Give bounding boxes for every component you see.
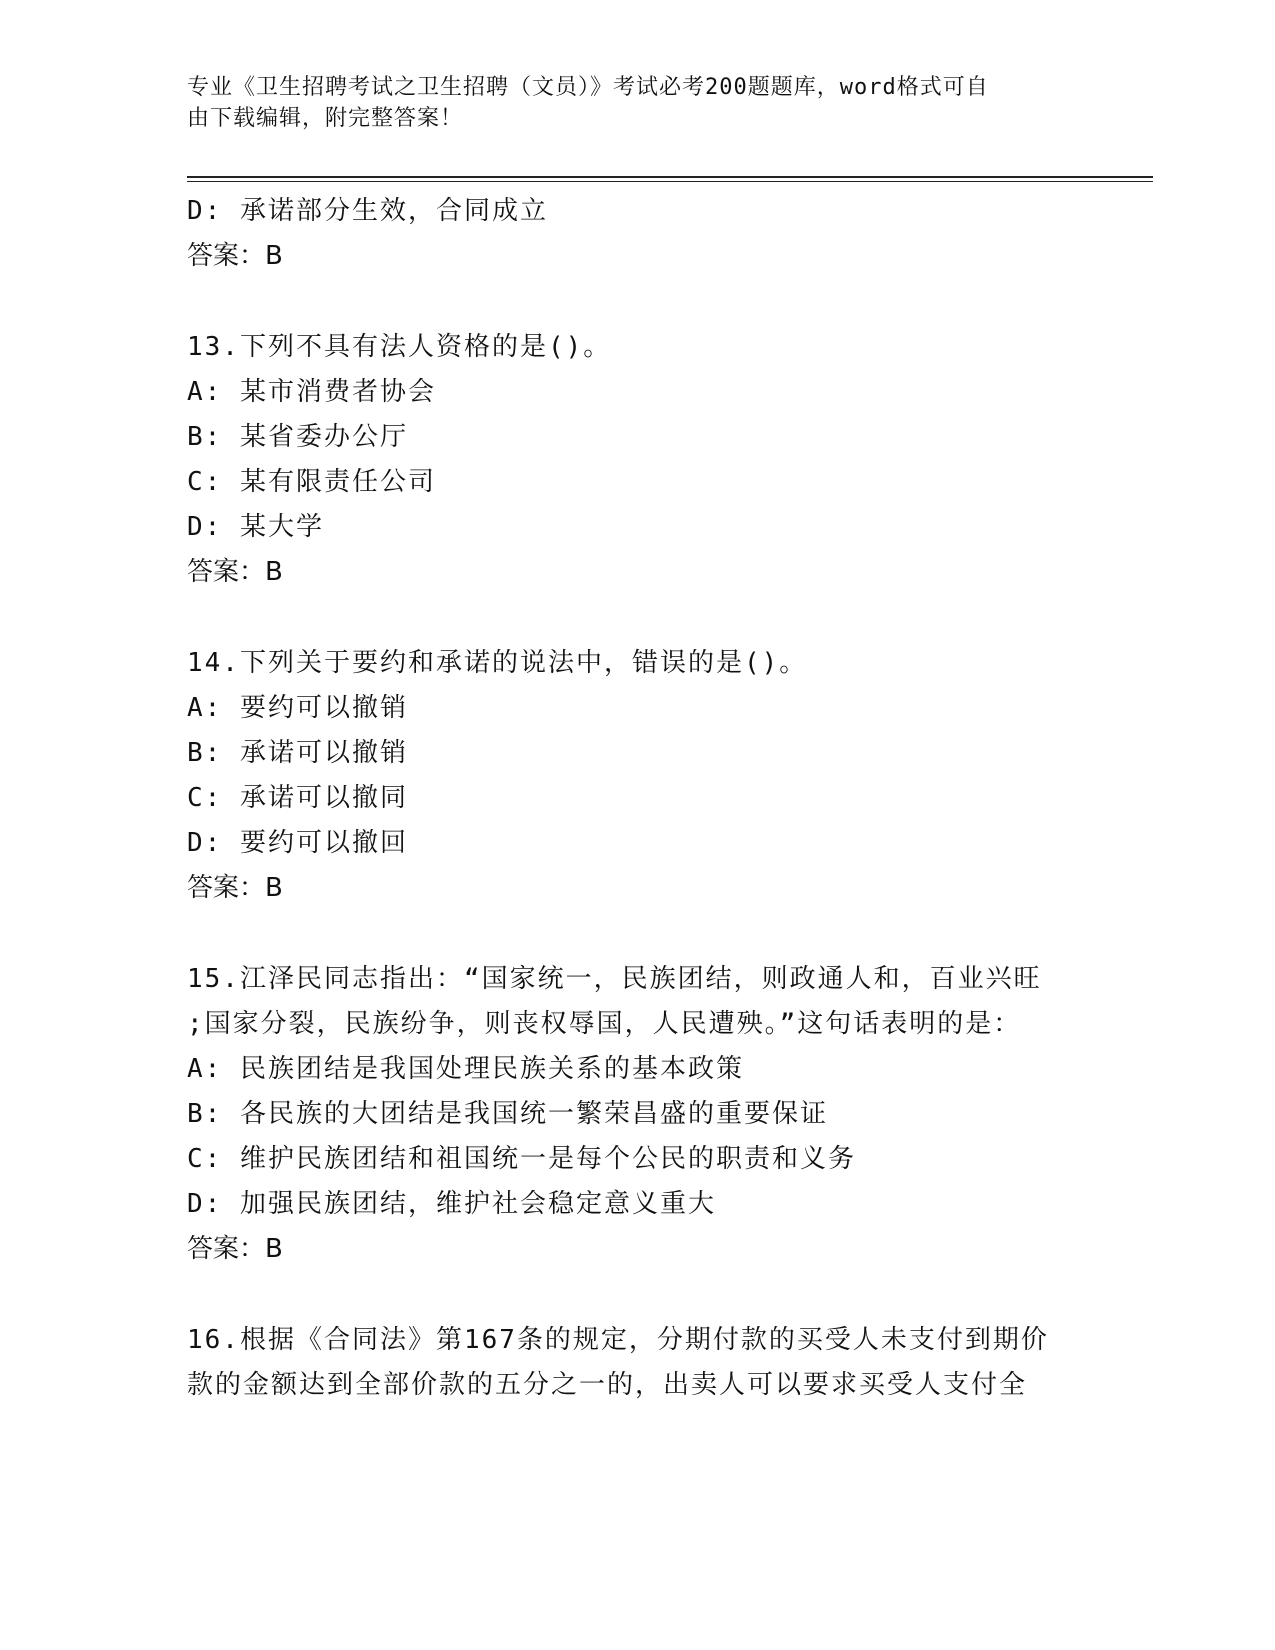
option-line: A: 要约可以撤销 <box>187 693 408 723</box>
option-line: D: 某大学 <box>187 512 324 542</box>
option-line: D: 要约可以撤回 <box>187 828 408 858</box>
option-line: B: 某省委办公厅 <box>187 422 408 452</box>
question-block <box>187 641 1087 911</box>
answer-line: 答案：B <box>187 1234 283 1264</box>
option-line: A: 民族团结是我国处理民族关系的基本政策 <box>187 1054 744 1084</box>
question-stem: 15.江泽民同志指出：“国家统一，民族团结，则政通人和，百业兴旺 <box>187 964 1042 994</box>
option-line: B: 承诺可以撤销 <box>187 738 408 768</box>
document-header <box>187 72 1067 134</box>
header-divider <box>187 176 1153 182</box>
answer-line: 答案：B <box>187 557 283 587</box>
option-line: B: 各民族的大团结是我国统一繁荣昌盛的重要保证 <box>187 1099 828 1129</box>
question-stem: 16.根据《合同法》第167条的规定，分期付款的买受人未支付到期价 <box>187 1325 1049 1355</box>
option-line: C: 某有限责任公司 <box>187 467 436 497</box>
question-block <box>187 1318 1087 1408</box>
question-list <box>187 189 1087 1408</box>
question-block <box>187 189 1087 279</box>
header-line-1: 专业《卫生招聘考试之卫生招聘（文员）》考试必考200题题库，word格式可自 <box>187 75 989 100</box>
option-line: C: 维护民族团结和祖国统一是每个公民的职责和义务 <box>187 1144 856 1174</box>
question-block <box>187 957 1087 1272</box>
option-line: A: 某市消费者协会 <box>187 377 436 407</box>
question-block <box>187 325 1087 595</box>
question-stem: ;国家分裂，民族纷争，则丧权辱国，人民遭殃。”这句话表明的是： <box>187 1009 1022 1039</box>
option-line: C: 承诺可以撤同 <box>187 783 408 813</box>
question-stem: 14.下列关于要约和承诺的说法中，错误的是()。 <box>187 648 808 678</box>
header-line-2: 由下载编辑，附完整答案！ <box>187 106 464 131</box>
option-line: D: 承诺部分生效，合同成立 <box>187 196 548 226</box>
option-line: D: 加强民族团结，维护社会稳定意义重大 <box>187 1189 716 1219</box>
answer-line: 答案：B <box>187 873 283 903</box>
question-stem: 款的金额达到全部价款的五分之一的，出卖人可以要求买受人支付全 <box>187 1370 1028 1400</box>
answer-line: 答案：B <box>187 241 283 271</box>
question-stem: 13.下列不具有法人资格的是()。 <box>187 332 612 362</box>
